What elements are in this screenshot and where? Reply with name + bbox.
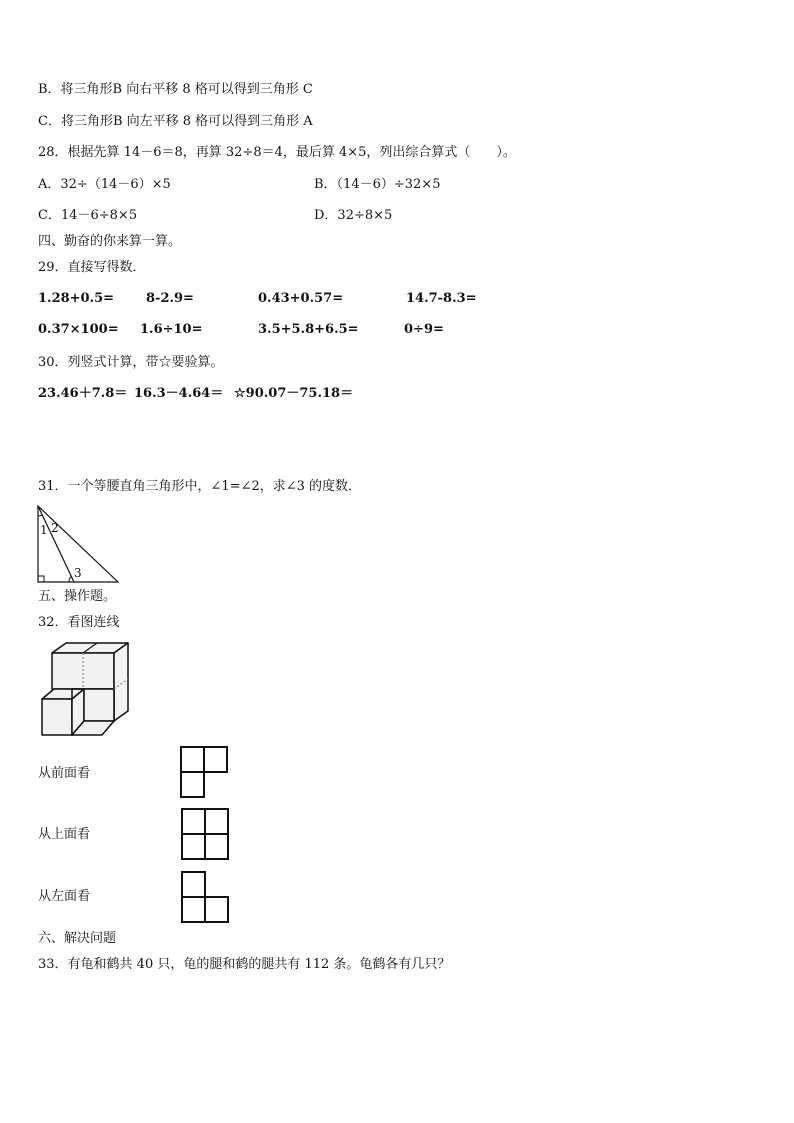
right-triangle-figure xyxy=(36,504,122,584)
view-grid-front xyxy=(180,746,230,798)
q28-option-c: C．14－6÷8×5 xyxy=(38,208,138,223)
view-grid-top xyxy=(181,808,231,860)
q29-item: 0.43+0.57= xyxy=(258,291,344,306)
section4-title: 四、勤奋的你来算一算。 xyxy=(38,234,182,249)
q30-item: 23.46＋7.8＝ xyxy=(38,386,128,401)
q30-title: 30．列竖式计算，带☆要验算。 xyxy=(38,355,224,370)
q29-title: 29．直接写得数． xyxy=(38,260,146,275)
q29-item: 1.6÷10= xyxy=(140,322,203,337)
q29-item: 1.28+0.5= xyxy=(38,291,115,306)
q30-item: ☆90.07－75.18＝ xyxy=(234,386,354,401)
q29-item: 3.5+5.8+6.5= xyxy=(258,322,359,337)
section5-title: 五、操作题。 xyxy=(38,589,117,604)
q28-option-a: A．32÷（14－6）×5 xyxy=(38,177,171,192)
q29-item: 0÷9= xyxy=(404,322,444,337)
view-label-front: 从前面看 xyxy=(38,766,91,781)
angle-1-label: 1 xyxy=(40,523,48,537)
q32-title: 32．看图连线 xyxy=(38,615,120,630)
q31-title: 31．一个等腰直角三角形中，∠1=∠2，求∠3 的度数． xyxy=(38,479,362,494)
angle-3-label: 3 xyxy=(74,566,82,580)
q28-question: 28．根据先算 14－6＝8，再算 32÷8＝4，最后算 4×5，列出综合算式（ ）。 xyxy=(38,145,516,160)
view-grid-left xyxy=(181,871,231,923)
q28-option-d: D．32÷8×5 xyxy=(314,208,393,223)
view-label-left: 从左面看 xyxy=(38,889,91,904)
q27-option-b: B．将三角形B 向右平移 8 格可以得到三角形 C xyxy=(38,82,313,97)
q29-item: 0.37×100= xyxy=(38,322,119,337)
angle-2-label: 2 xyxy=(51,521,59,535)
section6-title: 六、解决问题 xyxy=(38,931,117,946)
q29-item: 8-2.9= xyxy=(146,291,194,306)
q29-item: 14.7-8.3= xyxy=(406,291,477,306)
q33-question: 33．有龟和鹤共 40 只，龟的腿和鹤的腿共有 112 条。龟鹤各有几只？ xyxy=(38,957,451,972)
cube-stack-figure xyxy=(40,641,132,737)
view-label-top: 从上面看 xyxy=(38,827,91,842)
q27-option-c: C．将三角形B 向左平移 8 格可以得到三角形 A xyxy=(38,114,313,129)
q30-item: 16.3－4.64＝ xyxy=(134,386,224,401)
q28-option-b: B．（14－6）÷32×5 xyxy=(314,177,441,192)
